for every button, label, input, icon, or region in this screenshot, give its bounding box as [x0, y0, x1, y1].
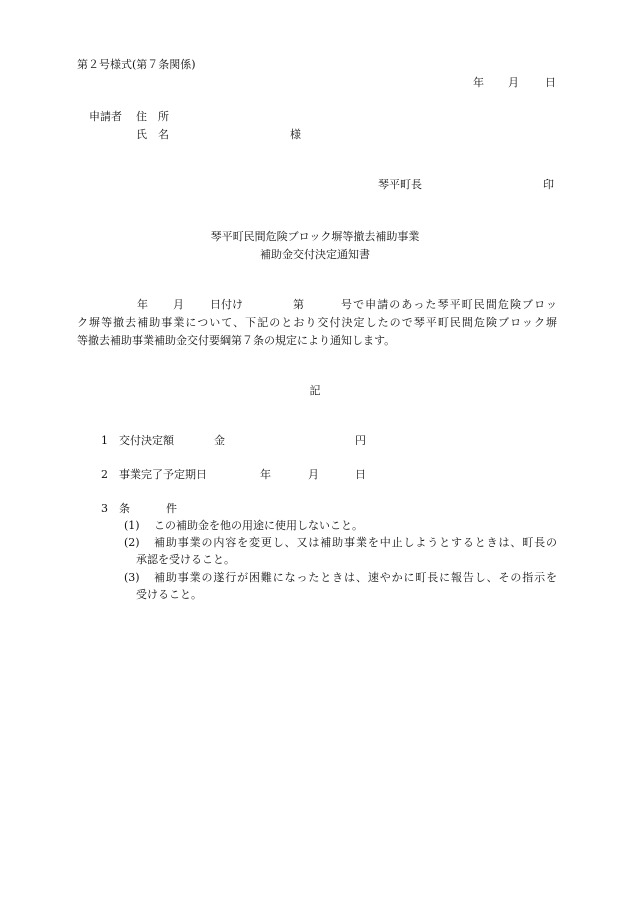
ref-year: 年	[137, 298, 148, 311]
condition-3-line-2: 受けること。	[136, 588, 202, 601]
date-day-label: 日	[545, 76, 556, 89]
item-2-year: 年	[260, 468, 271, 481]
item-1-prefix: 金	[214, 434, 225, 447]
date-year-label: 年	[473, 76, 484, 89]
condition-2-number: (2)	[124, 536, 140, 549]
issuer-name: 琴平町長	[378, 178, 422, 191]
item-3-number: 3	[101, 502, 108, 515]
ref-month: 月	[173, 298, 184, 311]
condition-3-line-1-text: 補助事業の遂行が困難になったときは、速やかに町長に報告し、その指示を	[154, 571, 557, 584]
condition-2-line-1	[154, 536, 557, 550]
condition-2-line-1-text: 補助事業の内容を変更し、又は補助事業を中止しようとするときは、町長の	[154, 536, 557, 549]
address-label: 住 所	[136, 110, 169, 123]
condition-1-number: (1)	[124, 519, 140, 532]
item-2-day: 日	[355, 468, 366, 481]
form-number: 第２号様式(第７条関係)	[77, 58, 196, 71]
condition-3-number: (3)	[124, 571, 140, 584]
condition-3-line-1	[154, 571, 557, 585]
date-month-label: 月	[508, 76, 519, 89]
item-3-label-a: 条	[119, 502, 130, 515]
ref-day: 日付け	[210, 298, 243, 311]
applicant-label: 申請者	[89, 110, 122, 123]
item-2-month: 月	[308, 468, 319, 481]
item-3-label-b: 件	[166, 502, 177, 515]
body-line-1	[341, 298, 557, 312]
item-1-unit: 円	[355, 434, 366, 447]
item-2-label: 事業完了予定期日	[119, 468, 207, 481]
name-label: 氏 名	[136, 128, 169, 141]
ki-marker: 記	[309, 384, 321, 397]
item-2-number: 2	[101, 468, 108, 481]
seal-mark: 印	[543, 178, 554, 191]
body-line-2: ク塀等撤去補助事業について、下記のとおり交付決定したので琴平町民間危険ブロック塀	[77, 316, 557, 329]
honorific: 様	[290, 128, 301, 141]
item-1-number: 1	[101, 434, 108, 447]
condition-2-line-2: 承認を受けること。	[136, 553, 235, 566]
title-line-1: 琴平町民間危険ブロック塀等撤去補助事業	[210, 230, 420, 243]
body-line-1-text: 号で申請のあった琴平町民間危険ブロッ	[341, 298, 557, 311]
condition-1-text: この補助金を他の用途に使用しないこと。	[154, 519, 363, 532]
body-line-3: 等撤去補助事業補助金交付要綱第７条の規定により通知します。	[77, 334, 396, 347]
title-line-2: 補助金交付決定通知書	[260, 248, 370, 261]
ref-number-prefix: 第	[293, 298, 304, 311]
item-1-label: 交付決定額	[119, 434, 174, 447]
